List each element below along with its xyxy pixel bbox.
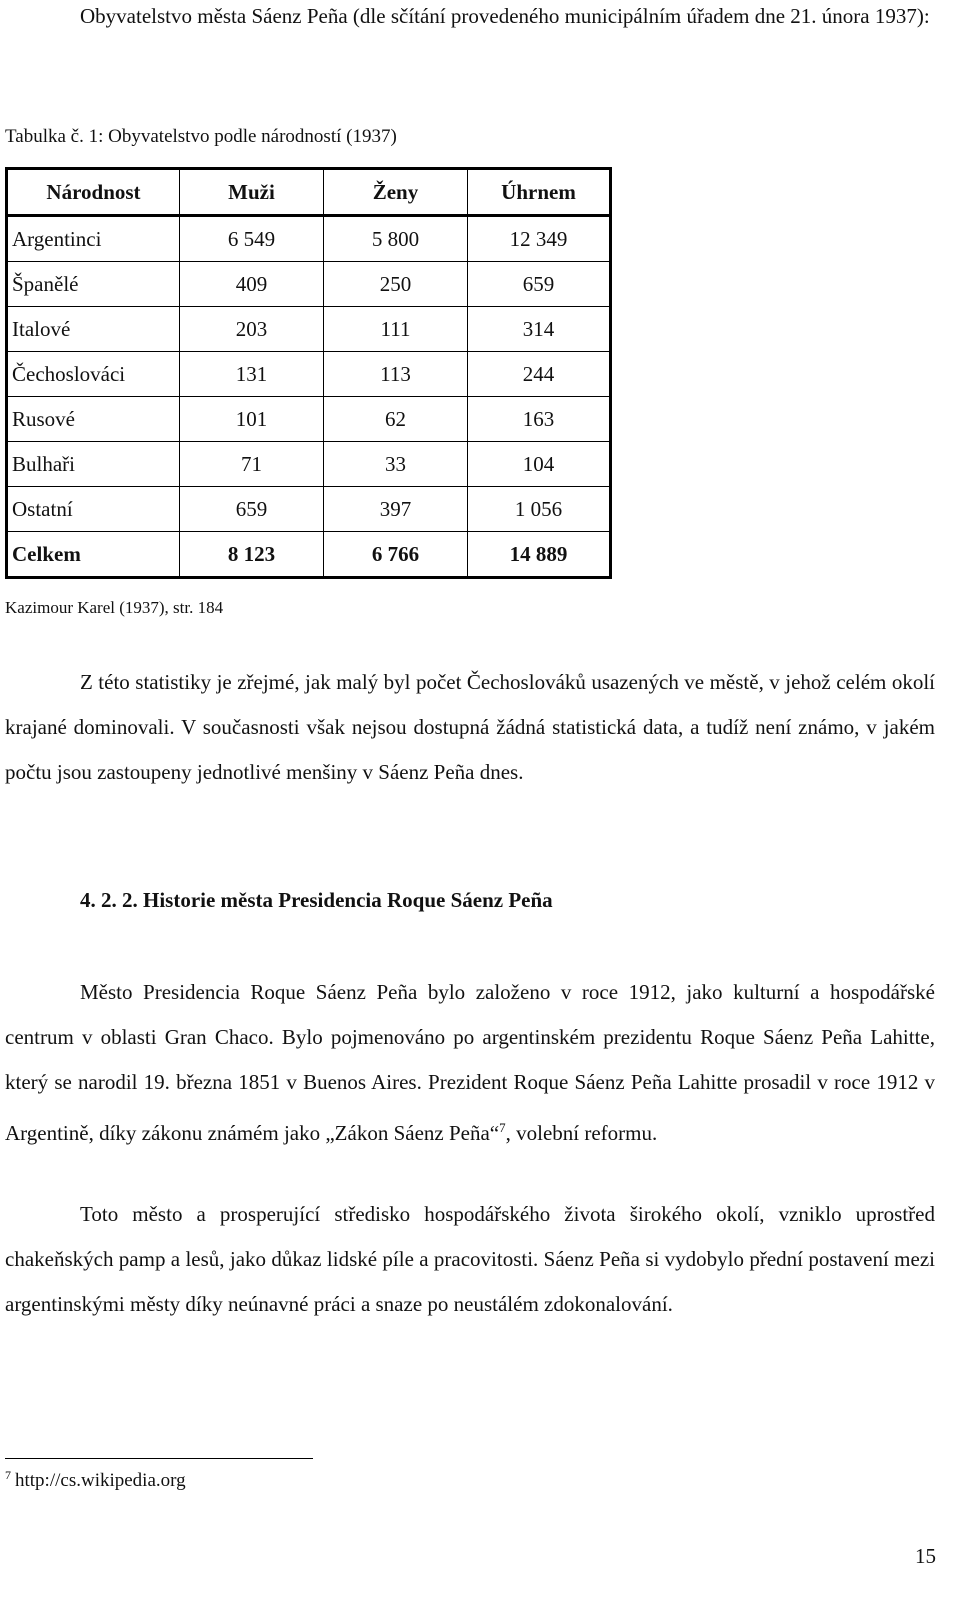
table-row — [7, 487, 611, 532]
cell-women: 113 — [324, 352, 468, 397]
cell-total: 314 — [468, 307, 611, 352]
cell-women: 397 — [324, 487, 468, 532]
footnote-divider — [5, 1458, 313, 1459]
table-row — [7, 397, 611, 442]
header-men: Muži — [180, 169, 324, 216]
table-source: Kazimour Karel (1937), str. 184 — [5, 598, 224, 617]
cell-total: 244 — [468, 352, 611, 397]
cell-women: 250 — [324, 262, 468, 307]
footnote-number: 7 — [5, 1468, 11, 1482]
cell-total: 104 — [468, 442, 611, 487]
cell-men: 409 — [180, 262, 324, 307]
table-row — [7, 442, 611, 487]
cell-men: 101 — [180, 397, 324, 442]
header-nationality: Národnost — [7, 169, 180, 216]
footnote-link[interactable]: http://cs.wikipedia.org — [15, 1470, 186, 1491]
header-women: Ženy — [324, 169, 468, 216]
total-women: 6 766 — [324, 532, 468, 578]
cell-men: 131 — [180, 352, 324, 397]
cell-total: 1 056 — [468, 487, 611, 532]
table-row — [7, 307, 611, 352]
history-text-end: , volební reformu. — [505, 1121, 658, 1145]
cell-nationality: Ostatní — [7, 487, 180, 532]
cell-women: 62 — [324, 397, 468, 442]
cell-nationality: Rusové — [7, 397, 180, 442]
cell-women: 33 — [324, 442, 468, 487]
table-header-row — [7, 169, 611, 216]
total-label: Celkem — [7, 532, 180, 578]
cell-total: 163 — [468, 397, 611, 442]
page-number: 15 — [915, 1544, 936, 1568]
cell-women: 5 800 — [324, 216, 468, 262]
intro-paragraph: Obyvatelstvo města Sáenz Peña (dle sčítání provedeného municipálním úřadem dne 21. února 1937): — [80, 4, 930, 28]
table-row — [7, 216, 611, 262]
cell-nationality: Čechoslováci — [7, 352, 180, 397]
paragraph-statistics: Z této statistiky je zřejmé, jak malý byl počet Čechoslováků usazených ve městě, v jehož celém okolí krajané dominovali. V současnosti však nejsou dostupná žádná statistická data, a tudíž není známo, v jakém počtu jsou zastoupeny jednotlivé menšiny v Sáenz Peña dnes. — [5, 670, 935, 784]
footnote — [5, 1470, 186, 1492]
header-total: Úhrnem — [468, 169, 611, 216]
table-caption: Tabulka č. 1: Obyvatelstvo podle národností (1937) — [5, 126, 397, 147]
footnote-reference[interactable]: 7 — [499, 1120, 506, 1135]
cell-nationality: Argentinci — [7, 216, 180, 262]
cell-women: 111 — [324, 307, 468, 352]
cell-men: 6 549 — [180, 216, 324, 262]
cell-nationality: Bulhaři — [7, 442, 180, 487]
cell-men: 71 — [180, 442, 324, 487]
table-row — [7, 262, 611, 307]
cell-nationality: Italové — [7, 307, 180, 352]
cell-total: 659 — [468, 262, 611, 307]
cell-men: 203 — [180, 307, 324, 352]
history-text: Město Presidencia Roque Sáenz Peña bylo založeno v roce 1912, jako kulturní a hospodářské centrum v oblasti Gran Chaco. Bylo pojmenováno po argentinském prezidentu Roque Sáenz Peña Lahitte, který se narodil 19. března 1851 v Buenos Aires. Prezident Roque Sáenz Peña Lahitte prosadil v roce 1912 v Argentině, díky zákonu známém jako „Zákon Sáenz Peña“ — [5, 980, 935, 1145]
population-table — [5, 167, 612, 579]
paragraph-prosperity: Toto město a prosperující středisko hospodářského života širokého okolí, vzniklo uprostřed chakeňských pamp a lesů, jako důkaz lidské píle a pracovitosti. Sáenz Peña si vydobylo přední postavení mezi argentinskými městy díky neúnavné práci a snaze po neustálém zdokonalování. — [5, 1202, 935, 1316]
section-heading: 4. 2. 2. Historie města Presidencia Roque Sáenz Peña — [80, 888, 553, 912]
paragraph-history — [5, 970, 935, 1156]
total-all: 14 889 — [468, 532, 611, 578]
cell-nationality: Španělé — [7, 262, 180, 307]
total-men: 8 123 — [180, 532, 324, 578]
cell-total: 12 349 — [468, 216, 611, 262]
table-total-row — [7, 532, 611, 578]
table-row — [7, 352, 611, 397]
cell-men: 659 — [180, 487, 324, 532]
